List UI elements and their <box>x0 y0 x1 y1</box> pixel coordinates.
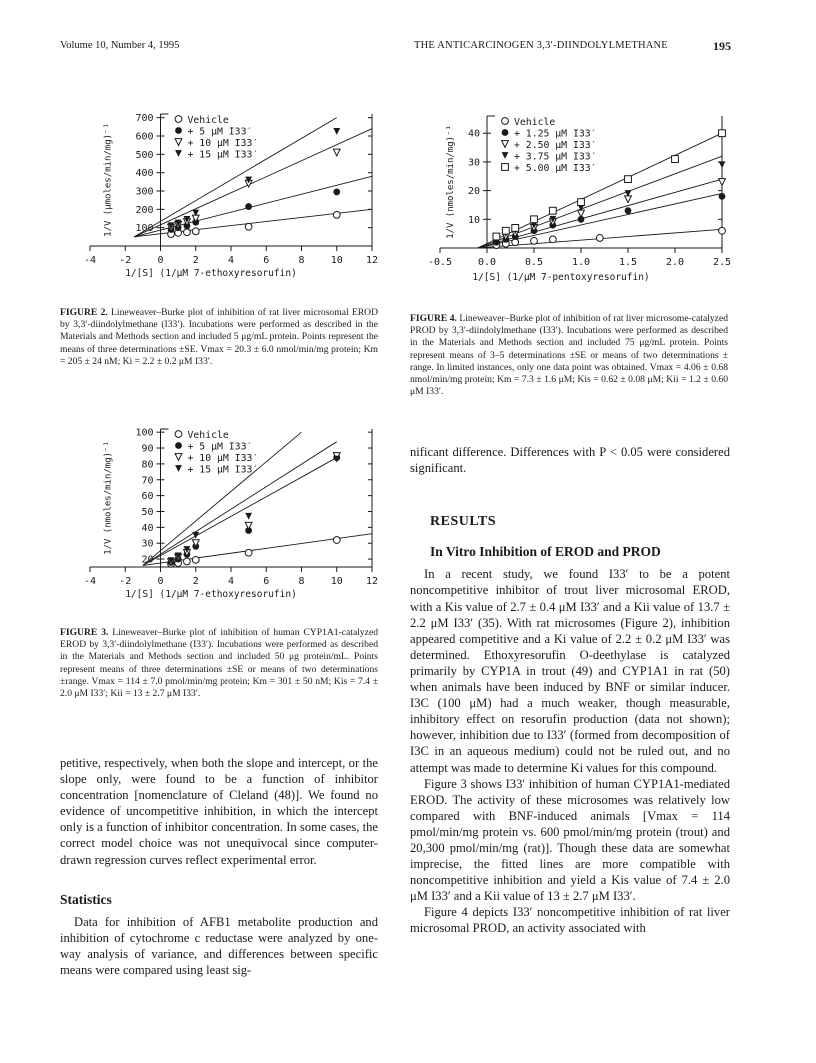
legend-label: + 15 μM I33′ <box>187 464 259 476</box>
legend-marker <box>175 442 182 449</box>
legend-label: + 5 μM I33′ <box>187 441 253 453</box>
y-tick-label: 40 <box>141 522 154 534</box>
x-tick-label: 0 <box>157 255 164 266</box>
y-tick-label: 90 <box>141 443 154 455</box>
running-header-title: THE ANTICARCINOGEN 3,3′-DIINDOLYLMETHANE <box>414 40 668 51</box>
x-tick-label: 0 <box>157 576 164 587</box>
data-point <box>719 161 726 168</box>
y-tick-label: 80 <box>141 459 154 471</box>
legend-marker <box>175 116 182 123</box>
y-tick-label: 50 <box>141 506 154 518</box>
legend-marker <box>175 139 182 146</box>
data-point <box>719 193 726 200</box>
data-point <box>245 549 252 556</box>
x-tick-label: 2 <box>192 576 199 587</box>
data-point <box>192 228 199 235</box>
caption-text: Lineweaver–Burke plot of inhibition of rat liver microsomal EROD by 3,3′-diindolylmethane (I33′). Incubations were performed as described in the Materials and Methods section and included 5 μg/mL protein. Points represent the means of three determinations ±SE. Vmax = 20.3 ± 6.0 nmol/min/mg protein; Km = 205 ± 24 nM; Ki = 2.2 ± 0.2 μM I33′. <box>60 307 378 367</box>
paragraph: petitive, respectively, when both the slope and intercept, or the slope only, were found to be a function of inhibitor concentration [nomenclature of Cleland (48)]. We found no evidence of uncompetitive inhibition, in which the intercept only is a function of inhibitor concentration. In some cases, the correct model choice was not unequivocal since computer-drawn regression curves reflect experimental error. <box>60 756 378 867</box>
data-point <box>245 513 252 520</box>
data-point <box>333 149 340 156</box>
data-point <box>719 130 726 137</box>
data-point <box>719 227 726 234</box>
data-point <box>502 227 509 234</box>
figure-2-caption <box>60 307 378 368</box>
paragraph: nificant difference. Differences with P < 0.05 were considered significant. <box>410 445 730 476</box>
x-tick-label: 8 <box>298 255 305 266</box>
legend-label: + 5 μM I33′ <box>187 126 253 138</box>
in-vitro-heading: In Vitro Inhibition of EROD and PROD <box>430 544 661 560</box>
caption-label: FIGURE 2. <box>60 307 108 318</box>
x-axis-label: 1/[S] (1/μM 7-ethoxyresorufin) <box>125 268 297 279</box>
x-tick-label: 2 <box>192 255 199 266</box>
x-tick-label: 6 <box>263 576 270 587</box>
data-point <box>333 211 340 218</box>
x-tick-label: 0.5 <box>524 257 544 268</box>
data-point <box>549 236 556 243</box>
data-point <box>333 189 340 196</box>
x-tick-label: -0.5 <box>427 257 453 268</box>
legend-label: + 10 μM I33′ <box>187 138 259 149</box>
y-tick-label: 60 <box>141 491 154 503</box>
x-tick-label: -4 <box>83 576 97 587</box>
y-axis-label: 1/V (nmoles/min/mg)⁻¹ <box>103 441 114 555</box>
legend-label: + 10 μM I33′ <box>187 453 259 464</box>
legend-label: Vehicle <box>514 117 556 128</box>
caption-text: Lineweaver–Burke plot of inhibition of human CYP1A1-catalyzed EROD by 3,3′-diindolylmethane (I33′). Incubations were performed as described in the Materials and Methods section and included 50 μg protein/mL. Points represent means of three determinations ±SE or means of two determinations ±range. Vmax = 114 ± 7.0 pmol/min/mg protein; Km = 301 ± 50 nM; Kis = 7.4 ± 2.0 μM I33′; Kii = 13 ± 2.7 μM I33′. <box>60 627 378 700</box>
data-point <box>245 203 252 210</box>
paragraph: Data for inhibition of AFB1 metabolite production and inhibition of cytochrome c reductase were analyzed by one-way analysis of variance, and differences between specific means were compared using least sig- <box>60 914 378 978</box>
y-tick-label: 70 <box>141 475 154 487</box>
data-point <box>719 179 726 186</box>
legend-label: + 1.25 μM I33′ <box>514 128 597 140</box>
legend-label: Vehicle <box>187 115 229 126</box>
legend-marker <box>175 431 182 438</box>
data-point <box>493 233 500 240</box>
figure-3-chart <box>50 415 390 615</box>
x-tick-label: 4 <box>227 576 235 587</box>
right-column-text <box>410 444 730 937</box>
data-point <box>184 229 191 236</box>
paragraph: Figure 3 shows I33′ inhibition of human CYP1A1-mediated EROD. The activity of these microsomes was relatively low compared with BNF-induced animals [Vmax = 114 pmol/min/mg protein vs. 600 pmol/min/mg protein (trout) and 20,300 pmol/min/mg (rat)]. Though these data are somewhat imprecise, the fitted lines are more compatible with noncompetitive inhibition and yield a Kis value of 7.4 ± 2.0 μM I33′ and a Kii value of 13 ± 2.7 μM I33′. <box>410 776 730 904</box>
legend-label: + 2.50 μM I33′ <box>514 140 597 151</box>
x-tick-label: 10 <box>330 576 343 587</box>
figure-4-caption <box>410 313 728 398</box>
x-tick-label: 2.0 <box>665 257 685 268</box>
running-header-left: Volume 10, Number 4, 1995 <box>60 40 180 51</box>
legend-marker <box>502 141 509 148</box>
x-tick-label: 4 <box>227 255 235 266</box>
x-tick-label: -4 <box>83 255 97 266</box>
y-tick-label: 20 <box>141 554 154 566</box>
y-tick-label: 400 <box>135 168 154 180</box>
legend-marker <box>502 152 509 159</box>
y-tick-label: 100 <box>135 427 154 439</box>
data-point <box>578 199 585 206</box>
legend-marker <box>502 164 509 171</box>
x-tick-label: 1.5 <box>618 257 638 268</box>
data-point <box>549 207 556 214</box>
caption-label: FIGURE 3. <box>60 627 109 638</box>
paragraph: Figure 4 depicts I33′ noncompetitive inhibition of rat liver microsomal PROD, an activity associated with <box>410 905 730 936</box>
y-tick-label: 500 <box>135 149 154 161</box>
x-tick-label: 0.0 <box>477 257 497 268</box>
data-point <box>192 556 199 563</box>
legend-marker <box>502 129 509 136</box>
y-tick-label: 30 <box>141 538 154 550</box>
legend-label: Vehicle <box>187 430 229 441</box>
data-point <box>333 128 340 135</box>
x-tick-label: 6 <box>263 255 270 266</box>
legend-marker <box>175 465 182 472</box>
y-tick-label: 100 <box>135 223 154 235</box>
data-point <box>596 235 603 242</box>
figure-4-chart <box>400 100 740 300</box>
y-tick-label: 30 <box>467 157 480 169</box>
x-tick-label: -2 <box>119 576 132 587</box>
y-tick-label: 600 <box>135 131 154 143</box>
legend-marker <box>175 127 182 134</box>
statistics-heading: Statistics <box>60 891 112 907</box>
data-point <box>672 156 679 163</box>
page-number: 195 <box>713 39 731 53</box>
x-axis-label: 1/[S] (1/μM 7-pentoxyresorufin) <box>472 272 650 283</box>
legend-label: + 15 μM I33′ <box>187 149 259 161</box>
figure-2-chart <box>50 100 390 300</box>
left-column-text <box>60 755 378 978</box>
x-axis-label: 1/[S] (1/μM 7-ethoxyresorufin) <box>125 589 297 600</box>
x-tick-label: 1.0 <box>571 257 591 268</box>
x-tick-label: 12 <box>365 255 379 266</box>
y-tick-label: 300 <box>135 186 154 198</box>
y-axis-label: 1/V (nmoles/min/mg)⁻¹ <box>446 125 456 239</box>
legend-marker <box>175 150 182 157</box>
data-point <box>531 216 538 223</box>
results-heading: RESULTS <box>430 514 497 530</box>
data-point <box>333 537 340 544</box>
figure-3-caption <box>60 627 378 700</box>
legend-marker <box>502 118 509 125</box>
data-point <box>184 558 191 565</box>
y-tick-label: 700 <box>135 113 154 125</box>
x-tick-label: 2.5 <box>712 257 732 268</box>
y-tick-label: 200 <box>135 204 154 216</box>
data-point <box>625 207 632 214</box>
data-point <box>625 176 632 183</box>
x-tick-label: 8 <box>298 576 305 587</box>
y-tick-label: 20 <box>467 186 480 198</box>
data-point <box>531 237 538 244</box>
caption-text: Lineweaver–Burke plot of inhibition of rat liver microsome-catalyzed PROD by 3,3′-diindolylmethane (I33′). Incubations were performed as described in the Materials and Methods section and included 75 μg/mL protein. Points represent means of 3–5 determinations ±SE or means of two determinations ± range. In limited instances, only one data point was obtained. Vmax = 4.06 ± 0.68 nmol/min/mg protein; Km = 7.3 ± 1.6 μM; Kis = 0.62 ± 0.08 μM; Kii = 1.2 ± 0.60 μM I33′. <box>410 313 728 398</box>
x-tick-label: -2 <box>119 255 132 266</box>
caption-label: FIGURE 4. <box>410 313 457 324</box>
legend-marker <box>175 454 182 461</box>
y-tick-label: 10 <box>467 214 480 226</box>
legend-label: + 5.00 μM I33′ <box>514 163 597 174</box>
x-tick-label: 10 <box>330 255 343 266</box>
legend-label: + 3.75 μM I33′ <box>514 151 597 163</box>
x-tick-label: 12 <box>365 576 379 587</box>
paragraph: In a recent study, we found I33′ to be a potent noncompetitive inhibitor of trout liver microsomal EROD, with a Kis value of 2.7 ± 0.4 μM I33′ and a Kii value of 13.7 ± 2.2 μM I33′ (35). With rat microsomes (Figure 2), inhibition appeared competitive and a Ki value of 2.2 ± 0.2 μM I33′ was determined. Ethoxyresorufin O-deethylase is catalyzed primarily by CYP1A in trout (49) and CYP1A1 in rat (50) when animals have been induced by BNF or similar inducer. I3C (100 μM) had a much weaker, though measurable, inhibitory effect on resorufin production (data not shown); however, inhibition due to I33′ (formed from decomposition of I3C in an aqueous medium) could not be ruled out, and no attempt was made to determine Ki values for this compound. <box>410 567 730 775</box>
data-point <box>512 225 519 232</box>
y-axis-label: 1/V (μmoles/min/mg)⁻¹ <box>103 123 114 237</box>
y-tick-label: 40 <box>467 128 480 140</box>
data-point <box>245 223 252 230</box>
